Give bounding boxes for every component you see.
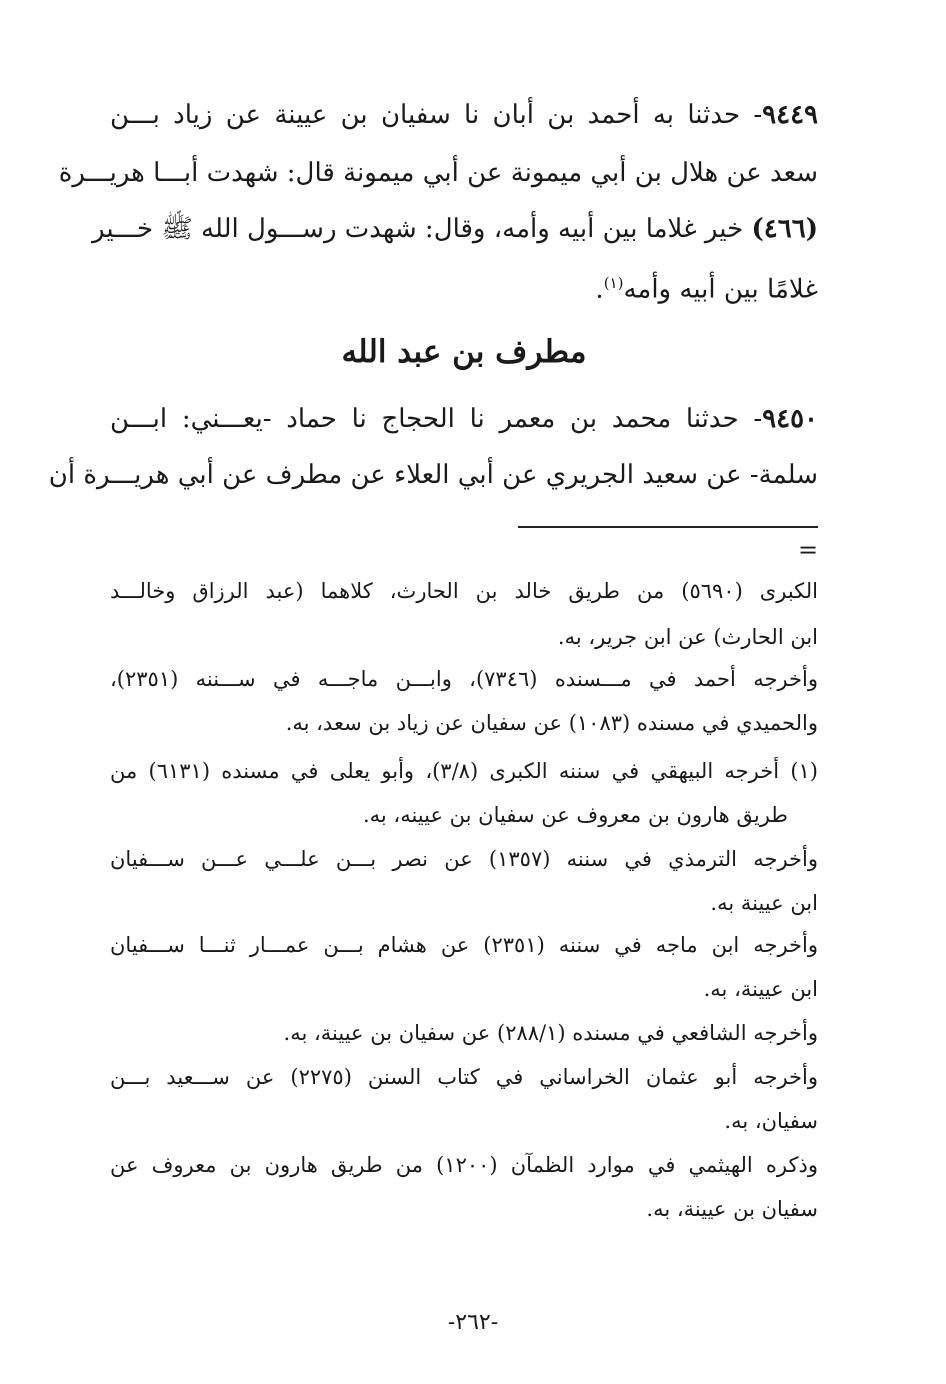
hadith-text: - حدثنا به أحمد بن أبان نا سفيان بن عيينة عن زياد بـــن	[110, 100, 763, 130]
hadith-text: - حدثنا محمد بن معمر نا الحجاج نا حماد -يعـــني: ابـــن	[110, 404, 763, 434]
footnote-line: الكبرى (٥٦٩٠) من طريق خالد بن الحارث، كلاهما (عبد الرزاق وخالـــد	[110, 579, 818, 603]
footnote-line: سفيان، به.	[724, 1109, 818, 1133]
footnote-line: وذكره الهيثمي في موارد الظمآن (١٢٠٠) من طريق هارون بن معروف عن	[110, 1153, 818, 1177]
period: .	[595, 274, 604, 305]
footnote-line: طريق هارون بن معروف عن سفيان بن عيينه، به.	[362, 803, 788, 827]
footnote-line: ابن عيينة به.	[710, 891, 818, 915]
hadith-9449-line-4	[110, 266, 818, 307]
hadith-9449-line-2: سعد عن هلال بن أبي ميمونة عن أبي ميمونة قال: شهدت أبـــا هريـــرة	[58, 158, 818, 188]
hadith-9449-line-1	[110, 98, 818, 132]
footnote-line: وأخرجه ابن ماجه في سننه (٢٣٥١) عن هشام بـــن عمـــار ثنـــا ســـفيان	[110, 933, 818, 957]
hadith-text: خير غلاما بين أبيه وأمه، وقال: شهدت رســـول الله ﷺ خـــير	[91, 214, 752, 244]
hadith-9450-line-2: سلمة- عن سعيد الجريري عن أبي العلاء عن مطرف عن أبي هريـــرة أن	[48, 460, 818, 490]
footnote-line: ابن الحارث) عن ابن جرير، به.	[557, 625, 818, 649]
continuation-mark: =	[798, 536, 819, 564]
hadith-text: غلامًا بين أبيه وأمه	[623, 274, 818, 305]
hadith-number: ٩٤٥٠	[762, 404, 818, 434]
footnote-line: وأخرجه أبو عثمان الخراساني في كتاب السنن (٢٢٧٥) عن ســـعيد بـــن	[110, 1065, 818, 1089]
footnote-line: وأخرجه الشافعي في مسنده (٢٨٨/١) عن سفيان بن عيينة، به.	[283, 1021, 818, 1045]
footnote-line: وأخرجه أحمد في مـــسنده (٧٣٤٦)، وابـــن ماجـــه في ســـننه (٢٣٥١)،	[110, 667, 818, 691]
footnote-ref: (١)	[603, 274, 624, 292]
footnote-separator	[518, 526, 818, 528]
hadith-number: ٩٤٤٩	[762, 100, 818, 130]
footnote-line: (١) أخرجه البيهقي في سننه الكبرى (٣/٨)، وأبو يعلى في مسنده (٦١٣١) من	[110, 759, 818, 783]
reference-number: (٤٦٦)	[751, 214, 818, 244]
footnote-line: والحميدي في مسنده (١٠٨٣) عن سفيان عن زياد بن سعد، به.	[285, 711, 818, 735]
footnote-line: وأخرجه الترمذي في سننه (١٣٥٧) عن نصر بـــن علـــي عـــن ســـفيان	[110, 847, 818, 871]
section-heading: مطرف بن عبد الله	[341, 334, 587, 370]
footnote-line: سفيان بن عيينة، به.	[646, 1197, 818, 1221]
hadith-9449-line-3	[91, 212, 818, 246]
hadith-9450-line-1	[110, 402, 818, 436]
footnote-line: ابن عيينة، به.	[703, 977, 818, 1001]
page-number: -٢٦٢-	[447, 1310, 499, 1335]
